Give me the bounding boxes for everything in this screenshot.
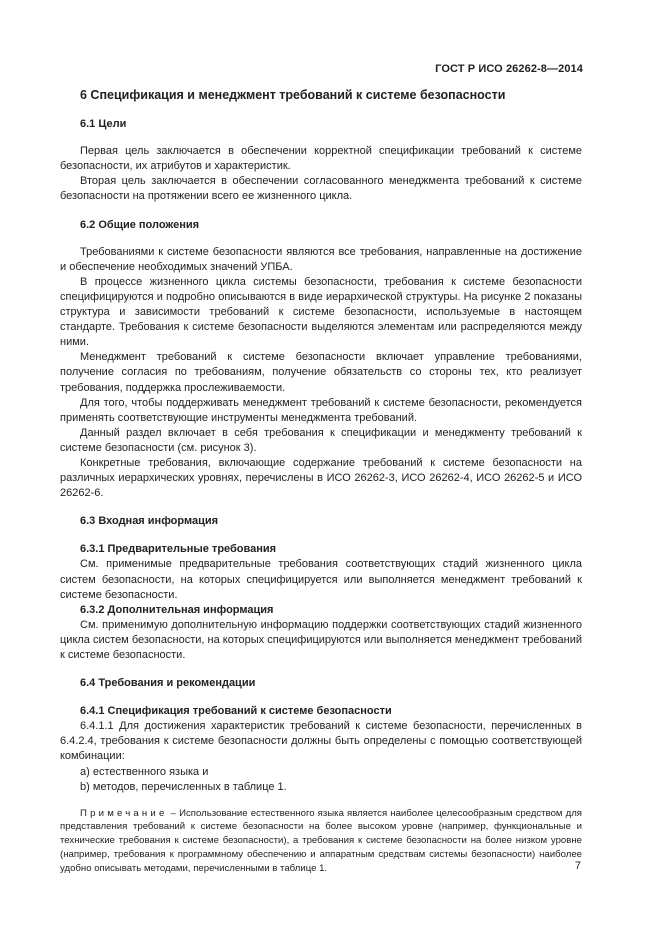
paragraph: См. применимую дополнительную информацию поддержки соответствующих стадий жизненного цикла систем безопасности, на которых специфицируются или выполняется менеджмент требований к системе безопасности. xyxy=(60,618,582,661)
paragraph: Вторая цель заключается в обеспечении согласованного менеджмента требований к системе безопасности на протяжении всего ее жизненного цикла. xyxy=(60,175,582,203)
paragraph: Менеджмент требований к системе безопасности включает управление требованиями, получение согласия по требованиям, получение обязательств со стороны тех, кто реализует требования, поддержка прослеживаемости. xyxy=(60,351,582,394)
section-6-1-title: 6.1 Цели xyxy=(80,118,127,131)
section-6-4-1-title: 6.4.1 Спецификация требований к системе безопасности xyxy=(80,705,392,718)
section-6-3-2-title: 6.3.2 Дополнительная информация xyxy=(80,603,274,616)
paragraph: См. применимые предварительные требования соответствующих стадий жизненного цикла систем безопасности, на которых специфицируется или выполняется менеджмент требований к системе безопасности. xyxy=(60,558,582,601)
list-item: b) методов, перечисленных в таблице 1. xyxy=(80,780,287,793)
section-6-4-title: 6.4 Требования и рекомендации xyxy=(80,677,256,690)
paragraph: Требованиями к системе безопасности являются все требования, направленные на достижение и обеспечение необходимых значений УПБА. xyxy=(60,245,582,273)
list-item: a) естественного языка и xyxy=(80,765,209,778)
section-6-3-title: 6.3 Входная информация xyxy=(80,515,219,528)
document-body xyxy=(60,88,582,875)
document-header-id: ГОСТ Р ИСО 26262-8—2014 xyxy=(435,63,583,75)
paragraph: Первая цель заключается в обеспечении корректной спецификации требований к системе безопасности, их атрибутов и характеристик. xyxy=(60,145,582,173)
note-text: – Использование естественного языка является наиболее целесообразным средством для представления требований к системе безопасности на более высоком уровне (например, функциональные и технические требования к системе безопасности), а требования к системе безопасности на более низком уровне (например, требования к программному обеспечению и аппаратным средствам системы безопасности) наиболее удобно описывать методами, перечисленными в таблице 1. xyxy=(60,807,582,874)
paragraph: Конкретные требования, включающие содержание требований к системе безопасности на различных иерархических уровнях, перечислены в ИСО 26262-3, ИСО 26262-4, ИСО 26262-5 и ИСО 26262-6. xyxy=(60,456,582,500)
section-6-title: 6 Спецификация и менеджмент требований к системе безопасности xyxy=(80,88,506,102)
paragraph: 6.4.1.1 Для достижения характеристик требований к системе безопасности, перечисленных в 6.4.2.4, требования к системе безопасности должны быть определены с помощью соответствующей комбинации: xyxy=(60,720,582,763)
page-number: 7 xyxy=(574,860,581,872)
paragraph: Для того, чтобы поддерживать менеджмент требований к системе безопасности, рекомендуется применять соответствующие инструменты менеджмента требований. xyxy=(60,396,582,424)
section-6-2-title: 6.2 Общие положения xyxy=(80,218,200,231)
section-6-3-1-title: 6.3.1 Предварительные требования xyxy=(80,543,277,556)
note xyxy=(60,807,582,876)
paragraph: Данный раздел включает в себя требования к спецификации и менеджменту требований к системе безопасности (см. рисунок 3). xyxy=(60,426,582,454)
note-label: Примечание xyxy=(80,807,168,819)
paragraph: В процессе жизненного цикла системы безопасности, требования к системе безопасности специфицируются и подробно описываются в виде иерархической структуры. На рисунке 2 показаны структура и зависимости требований к системе безопасности, используемые в настоящем стандарте. Требования к системе безопасности выделяются элементам или распределяются между ними. xyxy=(60,275,582,349)
